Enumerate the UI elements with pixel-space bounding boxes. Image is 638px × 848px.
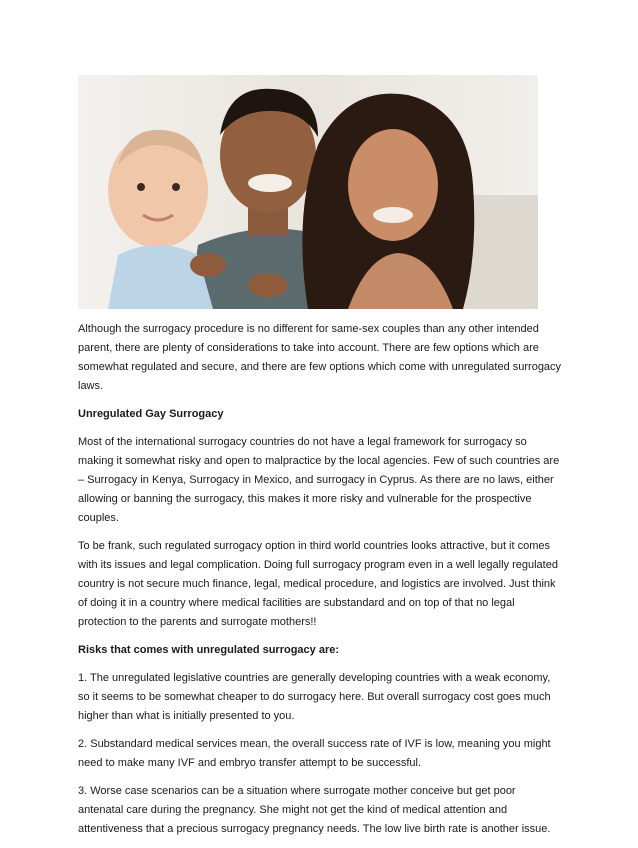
list-item: 2. Substandard medical services mean, the overall success rate of IVF is low, meaning you might need to make many IVF and embryo transfer attempt to be successful. (78, 738, 551, 769)
article-text (78, 320, 562, 848)
couple-with-baby-photo (78, 75, 538, 309)
intro-paragraph: Although the surrogacy procedure is no different for same-sex couples than any other intended parent, there are plenty of considerations to take into account. There are few options which are somewhat regulated and secure, and there are few options which come with unregulated surrogacy laws. (78, 323, 562, 392)
body-paragraph: Most of the international surrogacy countries do not have a legal framework for surrogacy so making it somewhat risky and open to malpractice by the local agencies. Few of such countries are – Surrogacy in Kenya, Surrogacy in Mexico, and surrogacy in Cyprus. As there are no laws, either allowing or banning the surrogacy, this makes it more risky and vulnerable for the prospective couples. (78, 436, 560, 524)
list-item: 3. Worse case scenarios can be a situation where surrogate mother conceive but get poor antenatal care during the pregnancy. She might not get the kind of medical attention and attentiveness that a precious surrogacy pregnancy needs. The low live birth rate is another issue. (78, 785, 551, 835)
section-heading: Risks that comes with unregulated surrogacy are: (78, 644, 340, 656)
body-paragraph: To be frank, such regulated surrogacy option in third world countries looks attractive, but it comes with its issues and legal complication. Doing full surrogacy program even in a well legally regulated country is not secure much finance, legal, medical procedure, and logistics are involved. Just think of doing it in a country where medical facilities are substandard and on top of that no legal protection to the parents and surrogate mothers!! (78, 540, 558, 628)
list-item: 1. The unregulated legislative countries are generally developing countries with a weak economy, so it seems to be somewhat cheaper to do surrogacy here. But overall surrogacy cost goes much higher than what is initially presented to you. (78, 672, 551, 722)
section-heading: Unregulated Gay Surrogacy (78, 408, 224, 420)
